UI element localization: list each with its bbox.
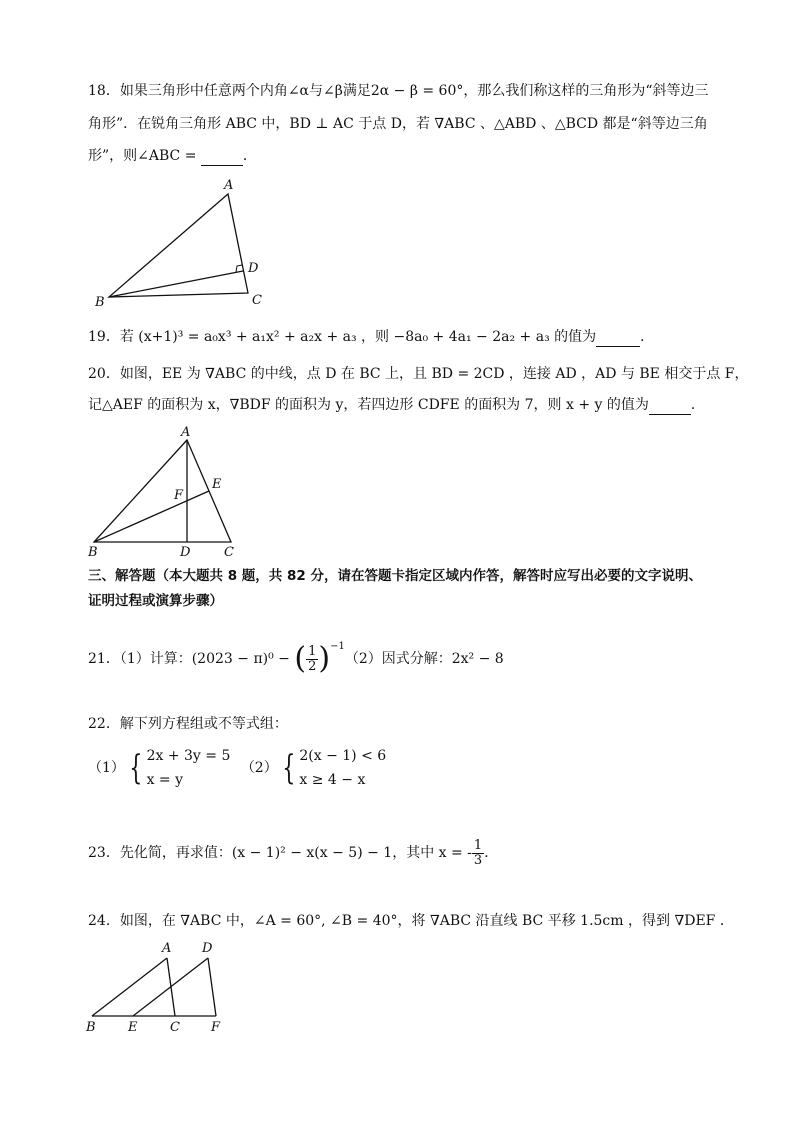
q21-part1: 21．（1）计算：(2023 − π)⁰ − (88, 651, 295, 667)
q20-label-f: F (174, 488, 184, 503)
q21-part2: （2）因式分解：2x² − 8 (344, 651, 504, 667)
q23-end: ． (484, 845, 499, 861)
q18-line2: 角形”．在锐角三角形 ABC 中，BD ⊥ AC 于点 D，若 ∇ABC 、△ABD 、△BCD 都是“斜等边三角 (88, 116, 708, 132)
q18-label-b: B (95, 295, 105, 310)
q20-label-b: B (88, 545, 98, 560)
section-3-line1: 三、解答题（本大题共 8 题，共 82 分，请在答题卡指定区域内作答，解答时应写出必要的文字说明、 (88, 568, 702, 584)
q24-segment-ba (92, 958, 167, 1016)
q24-label-e: E (128, 1020, 138, 1035)
q24-label-a: A (162, 941, 172, 956)
q20-line2-end: ． (690, 397, 705, 413)
q22-p1-brace: { (129, 748, 143, 788)
q22-p2-eq2: x ≥ 4 − x (299, 772, 366, 788)
q18-label-a: A (224, 178, 234, 193)
q24-segment-ed (133, 958, 208, 1016)
q18-line3: 形”，则∠ABC = (88, 148, 201, 164)
q24-label-d: D (202, 941, 213, 956)
q20-line2: 记△AEF 的面积为 x，∇BDF 的面积为 y，若四边形 CDFE 的面积为 7，则 x + y 的值为 (88, 397, 649, 413)
q22-p2-label: （2） (240, 760, 278, 776)
q21-frac-den: 2 (308, 658, 317, 674)
q18-line1: 18．如果三角形中任意两个内角∠α与∠β满足2α − β = 60°，那么我们称这样的三角形为“斜等边三 (88, 83, 709, 99)
q24-label-c: C (170, 1020, 180, 1035)
q20-line1: 20．如图，EE 为 ∇ABC 的中线，点 D 在 BC 上，且 BD = 2CD ，连接 AD ，AD 与 BE 相交于点 F， (88, 366, 749, 382)
q22-p1-label: （1） (88, 760, 125, 776)
q18-line3-end: ． (242, 148, 257, 164)
q20-label-c: C (224, 545, 234, 560)
q21-frac-num: 1 (308, 643, 317, 659)
q24-segment-df (208, 958, 216, 1016)
q23-stem: 23．先化简，再求值：(x − 1)² − x(x − 5) − 1，其中 x = - (88, 845, 472, 861)
section-3-line2: 证明过程或演算步骤） (88, 593, 223, 609)
q23-frac-den: 3 (473, 852, 483, 868)
q23-frac-num: 1 (473, 837, 483, 853)
q19-stem: 19．若 (x+1)³ = a₀x³ + a₁x² + a₂x + a₃ ，则 −8a₀ + 4a₁ − 2a₂ + a₃ 的值为 (88, 329, 597, 345)
q22-title: 22．解下列方程组或不等式组： (88, 716, 288, 732)
q19-end: ． (640, 329, 655, 345)
q21-right-paren: ) (318, 641, 331, 676)
q20-label-e: E (212, 477, 222, 492)
q24-label-f: F (211, 1020, 221, 1035)
q22-p1-eq1: 2x + 3y = 5 (146, 748, 231, 764)
q18-label-d: D (248, 261, 259, 276)
q22-p2-brace: { (282, 748, 296, 788)
q22-p2-eq1: 2(x − 1) < 6 (299, 748, 387, 764)
q21-left-paren: ( (294, 641, 307, 676)
q24-text: 24．如图，在 ∇ABC 中，∠A = 60°, ∠B = 40°，将 ∇ABC 沿直线 BC 平移 1.5cm ，得到 ∇DEF ． (88, 913, 734, 929)
q22-p1-eq2: x = y (146, 772, 183, 788)
q24-label-b: B (86, 1020, 96, 1035)
q20-label-d: D (180, 545, 191, 560)
q20-label-a: A (181, 425, 191, 440)
q21-exponent: −1 (330, 641, 345, 652)
q18-label-c: C (252, 293, 262, 308)
